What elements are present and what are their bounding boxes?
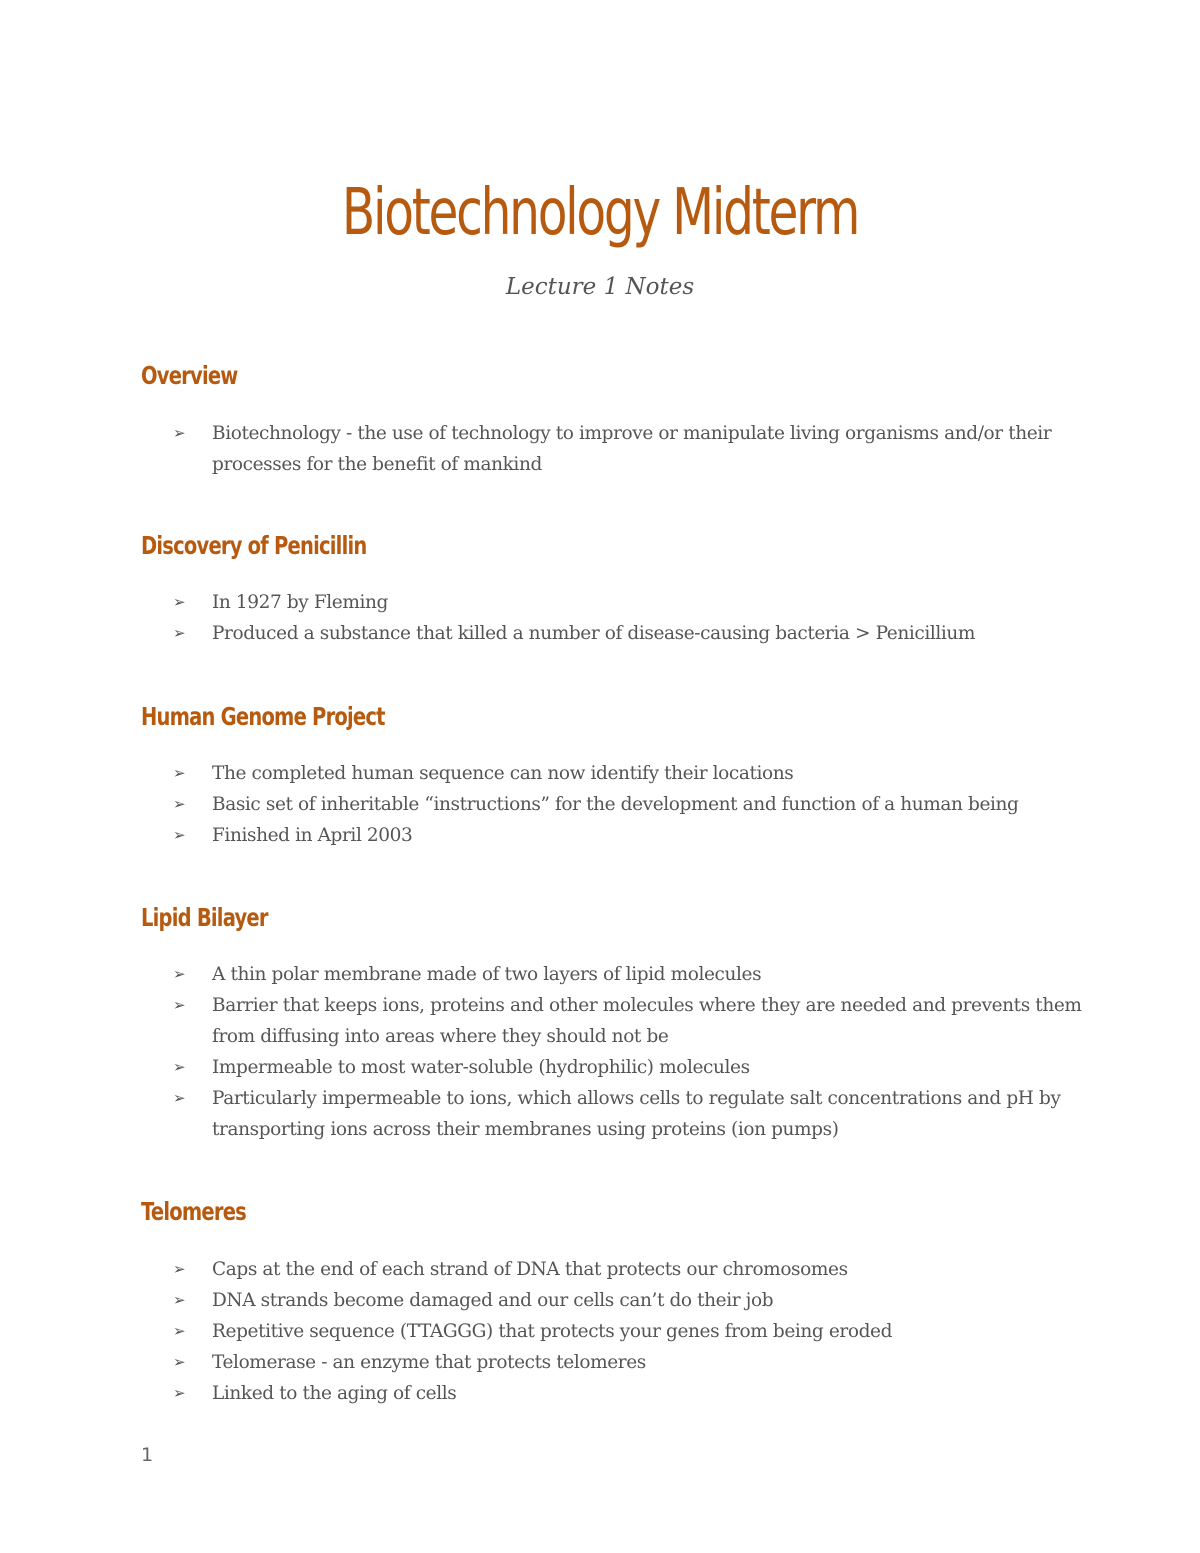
bullet-text: Particularly impermeable to ions, which allows cells to regulate salt concentrations and pH by transporting ions across their membranes using proteins (ion pumps) — [212, 1088, 1061, 1140]
document-title: Biotechnology Midterm — [341, 176, 859, 250]
section-discovery-of-penicillin — [141, 526, 1101, 644]
bullet-item — [173, 1316, 1093, 1347]
bullet-text: Linked to the aging of cells — [212, 1383, 457, 1404]
bullet-text: The completed human sequence can now identify their locations — [212, 763, 794, 784]
arrowhead-bullet-icon: ➢ — [173, 826, 186, 844]
bullet-text: Telomerase - an enzyme that protects telomeres — [212, 1352, 646, 1373]
bullet-item — [173, 1254, 1093, 1285]
bullet-item — [173, 618, 1093, 649]
bullet-text: Caps at the end of each strand of DNA that protects our chromosomes — [212, 1259, 848, 1280]
section-telomeres — [141, 1192, 1101, 1404]
arrowhead-bullet-icon: ➢ — [173, 1291, 186, 1309]
bullet-item — [173, 418, 1093, 480]
bullet-item — [173, 587, 1093, 618]
bullet-text: Barrier that keeps ions, proteins and other molecules where they are needed and prevents them from diffusing into areas where they should not be — [212, 995, 1082, 1047]
section-heading: Discovery of Penicillin — [141, 531, 367, 560]
bullet-text: Finished in April 2003 — [212, 825, 413, 846]
arrowhead-bullet-icon: ➢ — [173, 1322, 186, 1340]
arrowhead-bullet-icon: ➢ — [173, 996, 186, 1014]
bullet-text: In 1927 by Fleming — [212, 592, 388, 613]
arrowhead-bullet-icon: ➢ — [173, 795, 186, 813]
bullet-list — [173, 587, 1093, 649]
bullet-item — [173, 820, 1093, 851]
bullet-list — [173, 418, 1093, 480]
arrowhead-bullet-icon: ➢ — [173, 1089, 186, 1107]
bullet-item — [173, 1285, 1093, 1316]
section-lipid-bilayer — [141, 898, 1101, 1140]
section-heading: Telomeres — [141, 1197, 246, 1226]
bullet-text: Produced a substance that killed a number of disease-causing bacteria > Penicillium — [212, 623, 976, 644]
document-subtitle: Lecture 1 Notes — [505, 274, 695, 300]
section-heading: Human Genome Project — [141, 702, 385, 731]
arrowhead-bullet-icon: ➢ — [173, 1260, 186, 1278]
bullet-item — [173, 1052, 1093, 1083]
bullet-item — [173, 990, 1093, 1052]
bullet-list — [173, 1254, 1093, 1409]
section-heading: Lipid Bilayer — [141, 903, 268, 932]
bullet-item — [173, 758, 1093, 789]
arrowhead-bullet-icon: ➢ — [173, 1353, 186, 1371]
arrowhead-bullet-icon: ➢ — [173, 624, 186, 642]
arrowhead-bullet-icon: ➢ — [173, 424, 186, 442]
bullet-text: Impermeable to most water-soluble (hydrophilic) molecules — [212, 1057, 750, 1078]
section-human-genome-project — [141, 697, 1101, 846]
section-heading: Overview — [141, 361, 238, 390]
bullet-text: Basic set of inheritable “instructions” for the development and function of a human being — [212, 794, 1019, 815]
bullet-list — [173, 959, 1093, 1145]
bullet-item — [173, 789, 1093, 820]
arrowhead-bullet-icon: ➢ — [173, 965, 186, 983]
arrowhead-bullet-icon: ➢ — [173, 1384, 186, 1402]
page-number: 1 — [141, 1444, 154, 1466]
arrowhead-bullet-icon: ➢ — [173, 1058, 186, 1076]
section-overview — [141, 356, 1101, 475]
bullet-text: DNA strands become damaged and our cells can’t do their job — [212, 1290, 774, 1311]
bullet-item — [173, 959, 1093, 990]
bullet-item — [173, 1378, 1093, 1409]
arrowhead-bullet-icon: ➢ — [173, 764, 186, 782]
bullet-text: A thin polar membrane made of two layers of lipid molecules — [212, 964, 762, 985]
bullet-list — [173, 758, 1093, 851]
bullet-item — [173, 1347, 1093, 1378]
bullet-text: Repetitive sequence (TTAGGG) that protects your genes from being eroded — [212, 1321, 893, 1342]
arrowhead-bullet-icon: ➢ — [173, 593, 186, 611]
bullet-text: Biotechnology - the use of technology to improve or manipulate living organisms and/or their processes for the benefit of mankind — [212, 423, 1052, 475]
bullet-item — [173, 1083, 1093, 1145]
